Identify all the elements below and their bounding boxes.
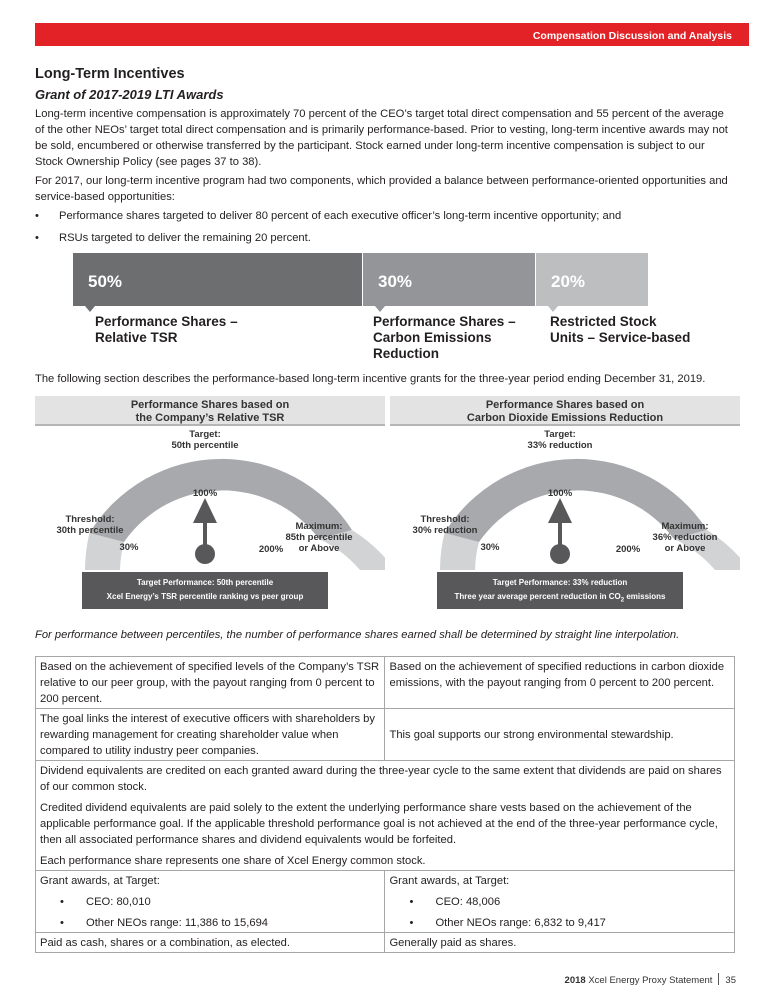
table-cell — [36, 761, 735, 871]
bullet-glyph: • — [35, 210, 39, 222]
label-line: Units – Service-based — [550, 330, 691, 345]
table-row — [36, 657, 735, 709]
bullet-item — [35, 230, 311, 246]
bullet-glyph: • — [409, 896, 414, 908]
pointer-notch — [85, 306, 95, 312]
box-line: Target Performance: 33% reduction — [492, 578, 628, 587]
bullet-item — [35, 208, 621, 224]
mix-segment-relative-tsr — [73, 253, 362, 306]
box-line: Xcel Energy’s TSR percentile ranking vs peer group — [106, 592, 304, 601]
gauge-threshold-value: 30% — [480, 542, 500, 553]
label-line: or Above — [664, 543, 706, 554]
table-row — [36, 933, 735, 953]
box-line — [437, 590, 683, 608]
page-number: 35 — [725, 975, 736, 986]
header-line: Performance Shares based on — [485, 399, 645, 411]
table-row — [36, 871, 735, 933]
header-line: Performance Shares based on — [130, 399, 290, 411]
footer-year: 2018 — [564, 975, 586, 986]
needle-pivot — [195, 544, 215, 564]
bullet-glyph: • — [409, 917, 414, 929]
cell-heading: Grant awards, at Target: — [389, 875, 510, 887]
list-item — [40, 894, 380, 910]
gauge-max-label — [645, 521, 725, 554]
gauge-max-value: 200% — [258, 544, 284, 555]
cell-paragraph: Each performance share represents one share of Xcel Energy common stock. — [40, 855, 426, 867]
label-line: Threshold: — [420, 514, 470, 525]
bullet-glyph: • — [60, 896, 64, 908]
gauge-center-value: 100% — [547, 488, 573, 499]
cell-paragraph: Dividend equivalents are credited on each granted award during the three-year cycle to the same extent that dividends are paid on shares of our common stock. — [40, 765, 722, 793]
box-text: Three year average percent reduction in CO — [454, 592, 621, 601]
page-footer — [565, 973, 736, 986]
table-cell — [385, 871, 735, 933]
gauge-max-value: 200% — [615, 544, 641, 555]
footer-title: Xcel Energy Proxy Statement — [585, 975, 713, 986]
label-line: Maximum: — [661, 521, 709, 532]
mix-label-carbon — [373, 314, 516, 362]
list-text: CEO: 48,006 — [435, 896, 501, 908]
mix-label-rsu — [550, 314, 690, 346]
label-line: Maximum: — [295, 521, 343, 532]
gauge-center-value: 100% — [192, 488, 218, 499]
grant-list — [389, 894, 730, 931]
table-cell: This goal supports our strong environmental stewardship. — [385, 709, 735, 761]
label-line: Target: — [544, 429, 576, 440]
grant-list — [40, 894, 380, 931]
label-line: 36% reduction — [652, 532, 718, 543]
mix-percent: 30% — [378, 272, 413, 291]
table-cell: The goal links the interest of executive officers with shareholders by rewarding management for creating shareholder value when compared to utility industry peer companies. — [36, 709, 385, 761]
bullet-glyph: • — [60, 917, 64, 929]
label-line: 33% reduction — [527, 440, 593, 451]
list-item — [389, 894, 730, 910]
mix-segment-rsu — [536, 253, 648, 306]
mix-segment-carbon — [363, 253, 535, 306]
table-row — [36, 761, 735, 871]
label-line: 30th percentile — [56, 525, 124, 536]
table-cell: Paid as cash, shares or a combination, as elected. — [36, 933, 385, 953]
components-paragraph: For 2017, our long-term incentive program had two components, which provided a balance between performance-oriented opportunities and service-based opportunities: — [35, 175, 728, 203]
list-text: Other NEOs range: 6,832 to 9,417 — [435, 917, 606, 929]
label-line: 30% reduction — [412, 525, 478, 536]
mix-percent: 50% — [88, 272, 123, 291]
gauge-target-label — [145, 429, 265, 451]
label-line: Performance Shares – — [95, 314, 238, 329]
label-line: Threshold: — [65, 514, 115, 525]
table-row — [36, 709, 735, 761]
list-item — [40, 915, 380, 931]
label-line: Target: — [189, 429, 221, 440]
gauge-header-tsr — [35, 396, 385, 426]
label-line: 50th percentile — [171, 440, 239, 451]
footer-divider — [718, 973, 719, 985]
needle-pivot — [550, 544, 570, 564]
performance-shares-table — [35, 656, 735, 953]
header-line: Carbon Dioxide Emissions Reduction — [466, 411, 664, 424]
subscript: 2 — [620, 597, 625, 604]
table-cell: Based on the achievement of specified levels of the Company’s TSR relative to our peer group, with the payout ranging from 0 percent to 200 percent. — [36, 657, 385, 709]
pointer-notch — [375, 306, 385, 312]
gauge-threshold-value: 30% — [119, 542, 139, 553]
list-text: CEO: 80,010 — [86, 896, 151, 908]
list-text: Other NEOs range: 11,386 to 15,694 — [86, 917, 269, 929]
cell-paragraph: Credited dividend equivalents are paid solely to the extent the underlying performance share vests based on the achievement of the applicable performance goal. If the applicable threshold performance goal is not achieved at the end of the three-year performance cycle, then all associated performance shares and dividend equivalents would be forfeited. — [40, 802, 718, 846]
header-line: the Company’s Relative TSR — [135, 411, 285, 424]
intro-paragraph: Long-term incentive compensation is approximately 70 percent of the CEO’s target total direct compensation and 55 percent of the average of the other NEOs’ target total direct compensation and is primarily performance-based. Prior to vesting, long-term incentive awards may not be sold, encumbered or otherwise transferred by the participant. Stock earned under long-term incentive compensation is subject to our Stock Ownership Policy (see pages 37 to 38). — [35, 108, 728, 168]
mix-percent: 20% — [551, 272, 586, 291]
pointer-notch — [548, 306, 558, 312]
label-line: Restricted Stock — [550, 314, 657, 329]
interpolation-note: For performance between percentiles, the number of performance shares earned shall be determined by straight line interpolation. — [35, 629, 680, 641]
section-header-bar — [35, 23, 749, 46]
bullet-text: Performance shares targeted to deliver 80 percent of each executive officer’s long-term incentive opportunity; and — [59, 210, 622, 222]
section-title: Compensation Discussion and Analysis — [532, 30, 732, 42]
cell-heading: Grant awards, at Target: — [40, 875, 160, 887]
label-line: Relative TSR — [95, 330, 178, 345]
page-heading: Long-Term Incentives — [35, 66, 185, 82]
label-line: Reduction — [373, 346, 439, 361]
needle-arrowhead — [548, 498, 572, 523]
mix-label-relative-tsr — [95, 314, 238, 346]
list-item — [389, 915, 730, 931]
needle-arrowhead — [193, 498, 217, 523]
box-text: emissions — [624, 592, 666, 601]
label-line: Carbon Emissions — [373, 330, 492, 345]
gauge-threshold-label — [45, 514, 135, 536]
label-line: or Above — [298, 543, 340, 554]
table-cell: Generally paid as shares. — [385, 933, 735, 953]
gauge-target-box-tsr — [82, 572, 328, 609]
gauge-target-label — [500, 429, 620, 451]
label-line: Performance Shares – — [373, 314, 516, 329]
table-cell: Based on the achievement of specified reductions in carbon dioxide emissions, with the payout ranging from 0 percent to 200 percent. — [385, 657, 735, 709]
gauge-header-carbon — [390, 396, 740, 426]
gauge-max-label — [279, 521, 359, 554]
gauge-threshold-label — [400, 514, 490, 536]
page-subheading: Grant of 2017-2019 LTI Awards — [35, 87, 224, 102]
bullet-text: RSUs targeted to deliver the remaining 20 percent. — [59, 232, 311, 244]
box-line: Target Performance: 50th percentile — [136, 578, 274, 587]
gauge-target-box-carbon — [437, 572, 683, 609]
table-cell — [36, 871, 385, 933]
section-intro: The following section describes the performance-based long-term incentive grants for the three-year period ending December 31, 2019. — [35, 373, 706, 385]
label-line: 85th percentile — [285, 532, 353, 543]
bullet-glyph: • — [35, 232, 39, 244]
